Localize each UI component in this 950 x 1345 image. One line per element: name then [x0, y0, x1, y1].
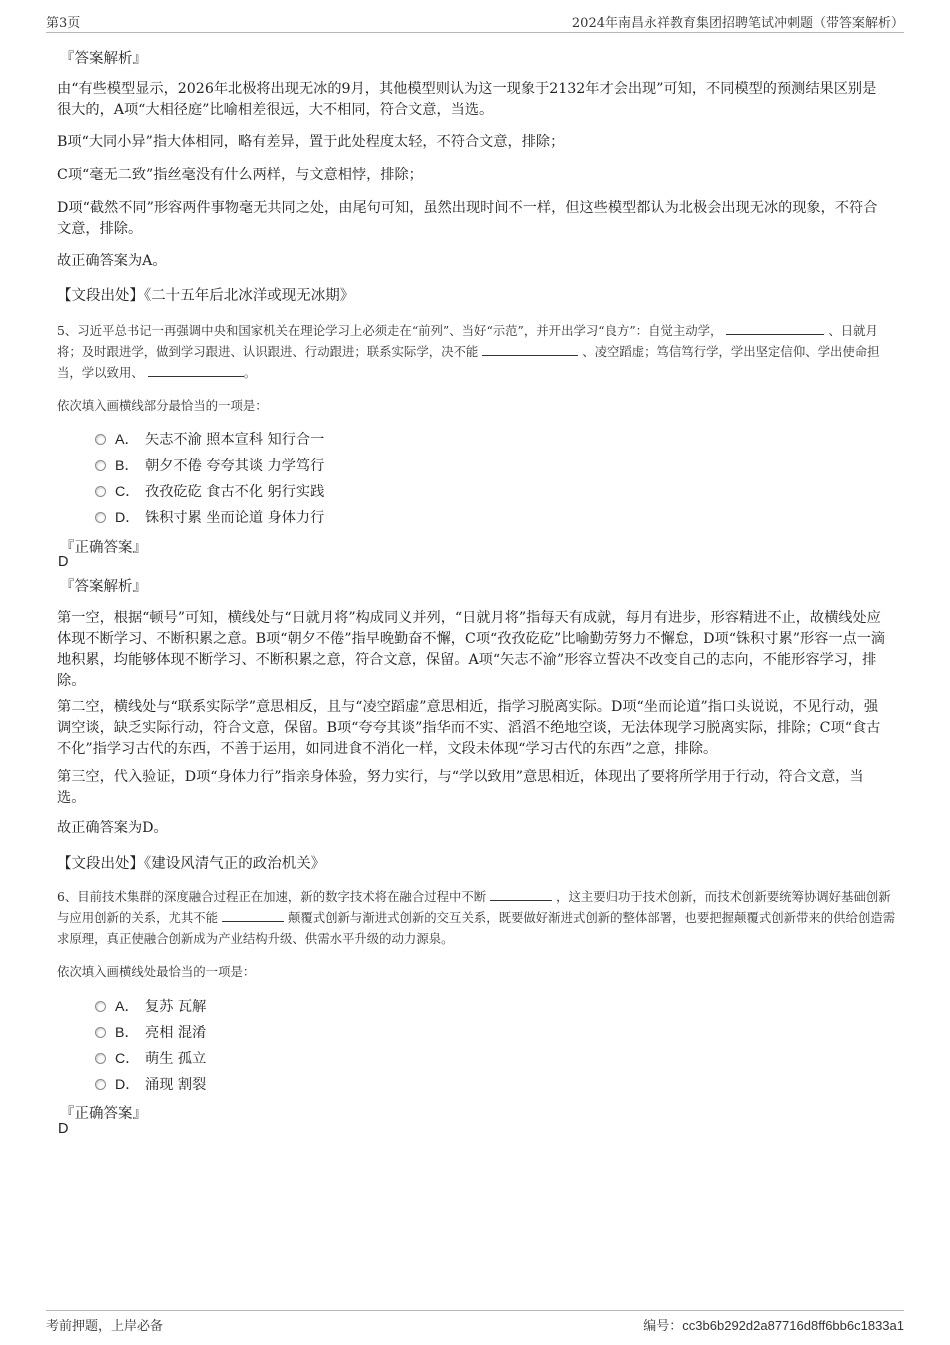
- q5-stem-part-4: 。: [243, 365, 257, 380]
- code-value: cc3b6b292d2a87716d8ff6bb6c1833a1: [682, 1318, 904, 1333]
- page-header: [46, 10, 904, 33]
- option-letter: D．: [115, 1077, 140, 1093]
- option-letter: C．: [115, 1051, 140, 1067]
- q5-stem-part-3: 、凌空蹈虚；笃信笃行学，学出坚定信仰、学出使命担当，学以致用、: [57, 344, 880, 380]
- q4-analysis-para-4: D项“截然不同”形容两件事物毫无共同之处，由尾句可知，虽然出现时间不一样，但这些模型都认为北极会出现无冰的现象，不符合文意，排除。: [57, 200, 878, 237]
- q6-correct-answer: D: [58, 1121, 69, 1137]
- option-letter: C．: [115, 484, 140, 500]
- q6-stem-part-3: 颠覆式创新与渐进式创新的交互关系，既要做好渐进式创新的整体部署，也要把握颠覆式创新带来的供给创造需求原理，真正使融合创新成为产业结构升级、供需水平升级的动力源泉。: [57, 910, 896, 946]
- option-text: 涌现 割裂: [145, 1077, 207, 1093]
- q4-source: 【文段出处】《二十五年后北冰洋或现无冰期》: [57, 288, 355, 304]
- q5-stem-part-1: 5、习近平总书记一再强调中央和国家机关在理论学习上必须走在“前列”、当好“示范”，并开出学习“良方”：自觉主动学，: [57, 323, 723, 338]
- q5-analysis-para-3: 第三空，代入验证，D项“身体力行”指亲身体验，努力实行，与“学以致用”意思相近，体现出了要将所学用于行动，符合文意，当选。: [57, 769, 864, 806]
- q4-conclusion: 故正确答案为A。: [57, 253, 167, 269]
- q5-prompt: 依次填入画横线部分最恰当的一项是：: [57, 398, 268, 413]
- q5-blank-2: [482, 342, 578, 356]
- q5-source: 【文段出处】《建设风清气正的政治机关》: [57, 856, 326, 872]
- radio-icon[interactable]: [95, 460, 106, 471]
- q5-blank-3: [148, 363, 244, 377]
- q4-analysis-label: 『答案解析』: [60, 51, 147, 67]
- q5-analysis-para-1: 第一空，根据“顿号”可知，横线处与“日就月将”构成同义并列，“日就月将”指每天有成就，每月有进步，形容精进不止，故横线处应体现不断学习、不断积累之意。B项“朝夕不倦”指早晚勤奋不懈，C项“孜孜矻矻”比喻勤劳努力不懈怠，D项“铢积寸累”形容一点一滴地积累，均能够体现不断学习、不断积累之意，符合文意，保留。A项“矢志不渝”形容立誓决不改变自己的志向，不能形容学习，排除。: [57, 610, 886, 689]
- q6-stem: [57, 886, 897, 949]
- code-label: 编号：: [643, 1319, 683, 1334]
- q6-correct-label: 『正确答案』: [60, 1106, 147, 1122]
- option-letter: B．: [115, 1025, 139, 1041]
- q5-blank-1: [726, 321, 824, 335]
- q5-correct-label: 『正确答案』: [60, 540, 147, 556]
- page-footer: [46, 1310, 904, 1337]
- option-text: 孜孜矻矻 食古不化 躬行实践: [145, 484, 325, 500]
- option-letter: A．: [115, 432, 139, 448]
- q5-conclusion: 故正确答案为D。: [57, 820, 168, 836]
- radio-icon[interactable]: [95, 1001, 106, 1012]
- option-text: 矢志不渝 照本宣科 知行合一: [145, 432, 325, 448]
- q6-stem-part-2: ，这主要归功于技术创新，而技术创新要统筹协调好基础创新与应用创新的关系，尤其不能: [57, 889, 891, 925]
- option-text: 铢积寸累 坐而论道 身体力行: [145, 510, 325, 526]
- option-text: 亮相 混淆: [145, 1025, 207, 1041]
- radio-icon[interactable]: [95, 486, 106, 497]
- option-letter: B．: [115, 458, 139, 474]
- document-code: [643, 1315, 904, 1334]
- q4-analysis-para-2: B项“大同小异”指大体相同，略有差异，置于此处程度太轻，不符合文意，排除；: [57, 134, 565, 150]
- radio-icon[interactable]: [95, 434, 106, 445]
- q5-correct-answer: D: [58, 554, 69, 570]
- q6-prompt: 依次填入画横线处最恰当的一项是：: [57, 964, 256, 979]
- q6-blank-2: [222, 908, 284, 922]
- radio-icon[interactable]: [95, 512, 106, 523]
- radio-icon[interactable]: [95, 1053, 106, 1064]
- q4-analysis-para-1: 由“有些模型显示，2026年北极将出现无冰的9月，其他模型则认为这一现象于2132年才会出现”可知，不同模型的预测结果区别是很大的，A项“大相径庭”比喻相差很远，大不相同，符合文意，当选。: [57, 81, 877, 118]
- q6-blank-1: [490, 887, 552, 901]
- option-text: 萌生 孤立: [145, 1051, 207, 1067]
- option-letter: A．: [115, 999, 139, 1015]
- page-number: 第3页: [46, 16, 81, 31]
- option-text: 复苏 瓦解: [145, 999, 207, 1015]
- radio-icon[interactable]: [95, 1079, 106, 1090]
- q4-analysis-para-3: C项“毫无二致”指丝毫没有什么两样，与文意相悖，排除；: [57, 167, 423, 183]
- q6-stem-part-1: 6、目前技术集群的深度融合过程正在加速，新的数字技术将在融合过程中不断: [57, 889, 487, 904]
- radio-icon[interactable]: [95, 1027, 106, 1038]
- q5-stem-part-2: 、日就月将；及时跟进学，做到学习跟进、认识跟进、行动跟进；联系实际学，决不能: [57, 323, 878, 359]
- option-text: 朝夕不倦 夸夸其谈 力学笃行: [145, 458, 325, 474]
- document-title: 2024年南昌永祥教育集团招聘笔试冲刺题（带答案解析）: [571, 16, 904, 31]
- q5-stem: [57, 320, 897, 383]
- footer-slogan: 考前押题，上岸必备: [46, 1319, 164, 1334]
- q5-analysis-label: 『答案解析』: [60, 579, 147, 595]
- option-letter: D．: [115, 510, 140, 526]
- q5-analysis-para-2: 第二空，横线处与“联系实际学”意思相反，且与“凌空蹈虚”意思相近，指学习脱离实际。D项“坐而论道”指口头说说，不见行动，强调空谈，缺乏实际行动，符合文意，保留。B项“夸夸其谈”指华而不实、滔滔不绝地空谈，无法体现学习脱离实际，排除；C项“食古不化”指学习古代的东西，不善于运用，如同进食不消化一样，文段未体现“学习古代的东西”之意，排除。: [57, 699, 881, 757]
